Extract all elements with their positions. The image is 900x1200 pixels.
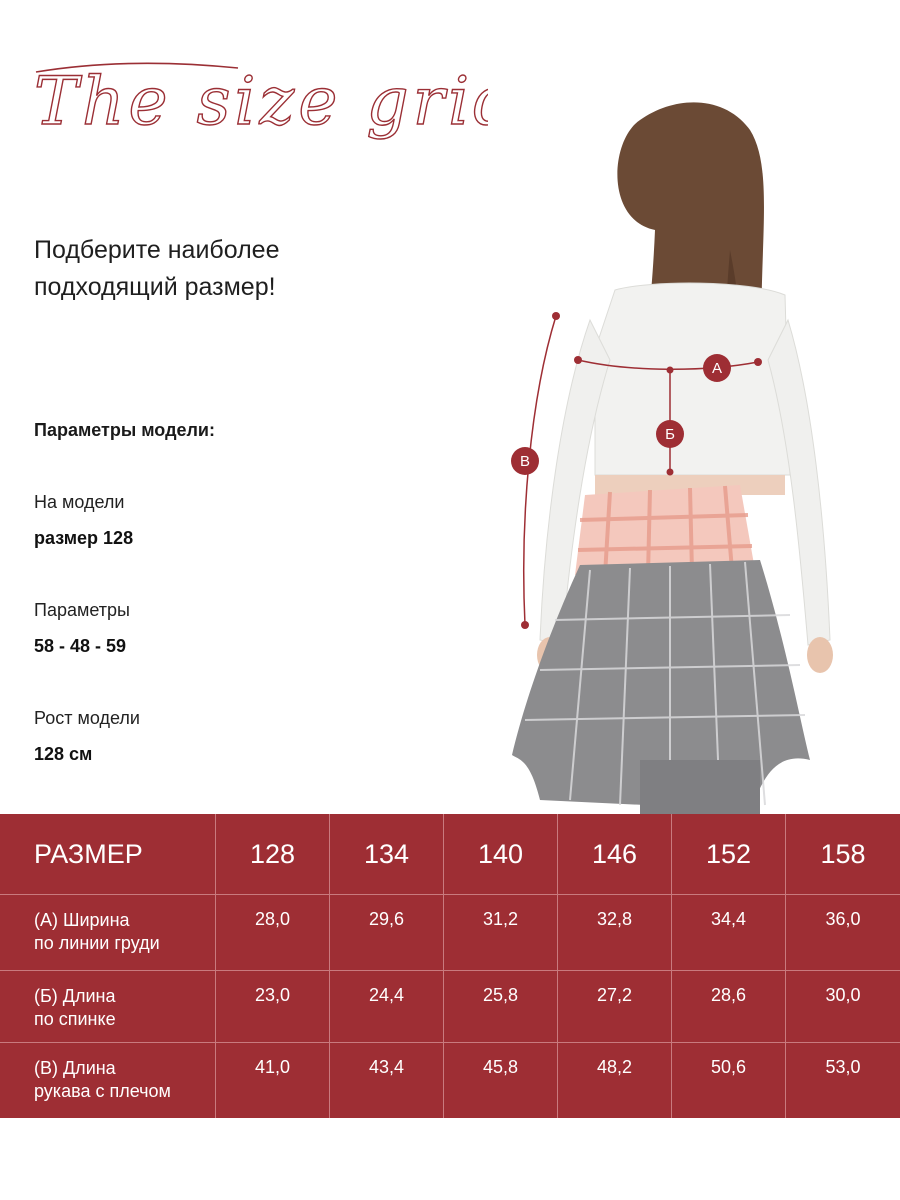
- marker-a-label: А: [711, 360, 723, 377]
- table-cell: 31,2: [444, 894, 558, 970]
- model-height-value: 128 см: [34, 744, 93, 764]
- marker-a: [703, 354, 731, 382]
- table-cell: 45,8: [444, 1042, 558, 1118]
- table-row: [0, 1042, 900, 1118]
- marker-b: [656, 420, 684, 448]
- table-row: [0, 970, 900, 1043]
- table-cell: 23,0: [216, 970, 330, 1042]
- subtitle-line-2: подходящий размер!: [34, 273, 276, 301]
- table-row-label-line-2: по спинке: [34, 1009, 116, 1029]
- subtitle-line-1: Подберите наиболее: [34, 236, 280, 264]
- table-row-label: [0, 970, 216, 1042]
- subtitle: [34, 232, 454, 306]
- table-cell: 34,4: [672, 894, 786, 970]
- model-params-value: 58 - 48 - 59: [34, 636, 127, 656]
- table-header-size: 134: [330, 814, 444, 894]
- table-header-label: РАЗМЕР: [0, 814, 216, 894]
- model-size-value: размер 128: [34, 528, 134, 548]
- marker-b-label: Б: [665, 426, 675, 443]
- page-title: [28, 52, 488, 162]
- table-header-size: 140: [444, 814, 558, 894]
- table-cell: 48,2: [558, 1042, 672, 1118]
- table-row-label-line-2: по линии груди: [34, 933, 160, 953]
- table-cell: 50,6: [672, 1042, 786, 1118]
- table-row-label: [0, 1042, 216, 1118]
- model-illustration: [500, 100, 900, 820]
- table-cell: 32,8: [558, 894, 672, 970]
- table-row-label-line-1: (В) Длина: [34, 1058, 116, 1078]
- table-header-row: [0, 814, 900, 895]
- table-cell: 27,2: [558, 970, 672, 1042]
- table-cell: 36,0: [825, 909, 861, 929]
- table-row: [0, 894, 900, 971]
- table-header-size: 152: [672, 814, 786, 894]
- model-height-label: Рост модели: [34, 708, 140, 728]
- table-row-label-line-2: рукава с плечом: [34, 1081, 171, 1101]
- table-cell: 30,0: [825, 985, 861, 1005]
- table-header-size: 146: [558, 814, 672, 894]
- marker-v-label: В: [519, 453, 531, 470]
- table-header-size: 158: [820, 838, 866, 869]
- table-cell: 53,0: [825, 1057, 861, 1077]
- table-row-label-line-1: (Б) Длина: [34, 986, 116, 1006]
- size-table: [0, 814, 900, 1118]
- model-size-label: На модели: [34, 492, 125, 512]
- page-title-text: The size grid: [34, 63, 488, 140]
- model-params-heading: Параметры модели:: [34, 420, 215, 440]
- table-cell: 28,6: [672, 970, 786, 1042]
- marker-v: [511, 447, 539, 475]
- table-cell: 29,6: [330, 894, 444, 970]
- table-cell: 24,4: [330, 970, 444, 1042]
- table-row-label: [0, 894, 216, 970]
- table-header-size: 128: [216, 814, 330, 894]
- table-cell: 25,8: [444, 970, 558, 1042]
- table-row-label-line-1: (А) Ширина: [34, 910, 130, 930]
- model-params-label: Параметры: [34, 600, 130, 620]
- table-cell: 41,0: [216, 1042, 330, 1118]
- table-cell: 28,0: [216, 894, 330, 970]
- table-cell: 43,4: [330, 1042, 444, 1118]
- model-photo: [500, 100, 900, 820]
